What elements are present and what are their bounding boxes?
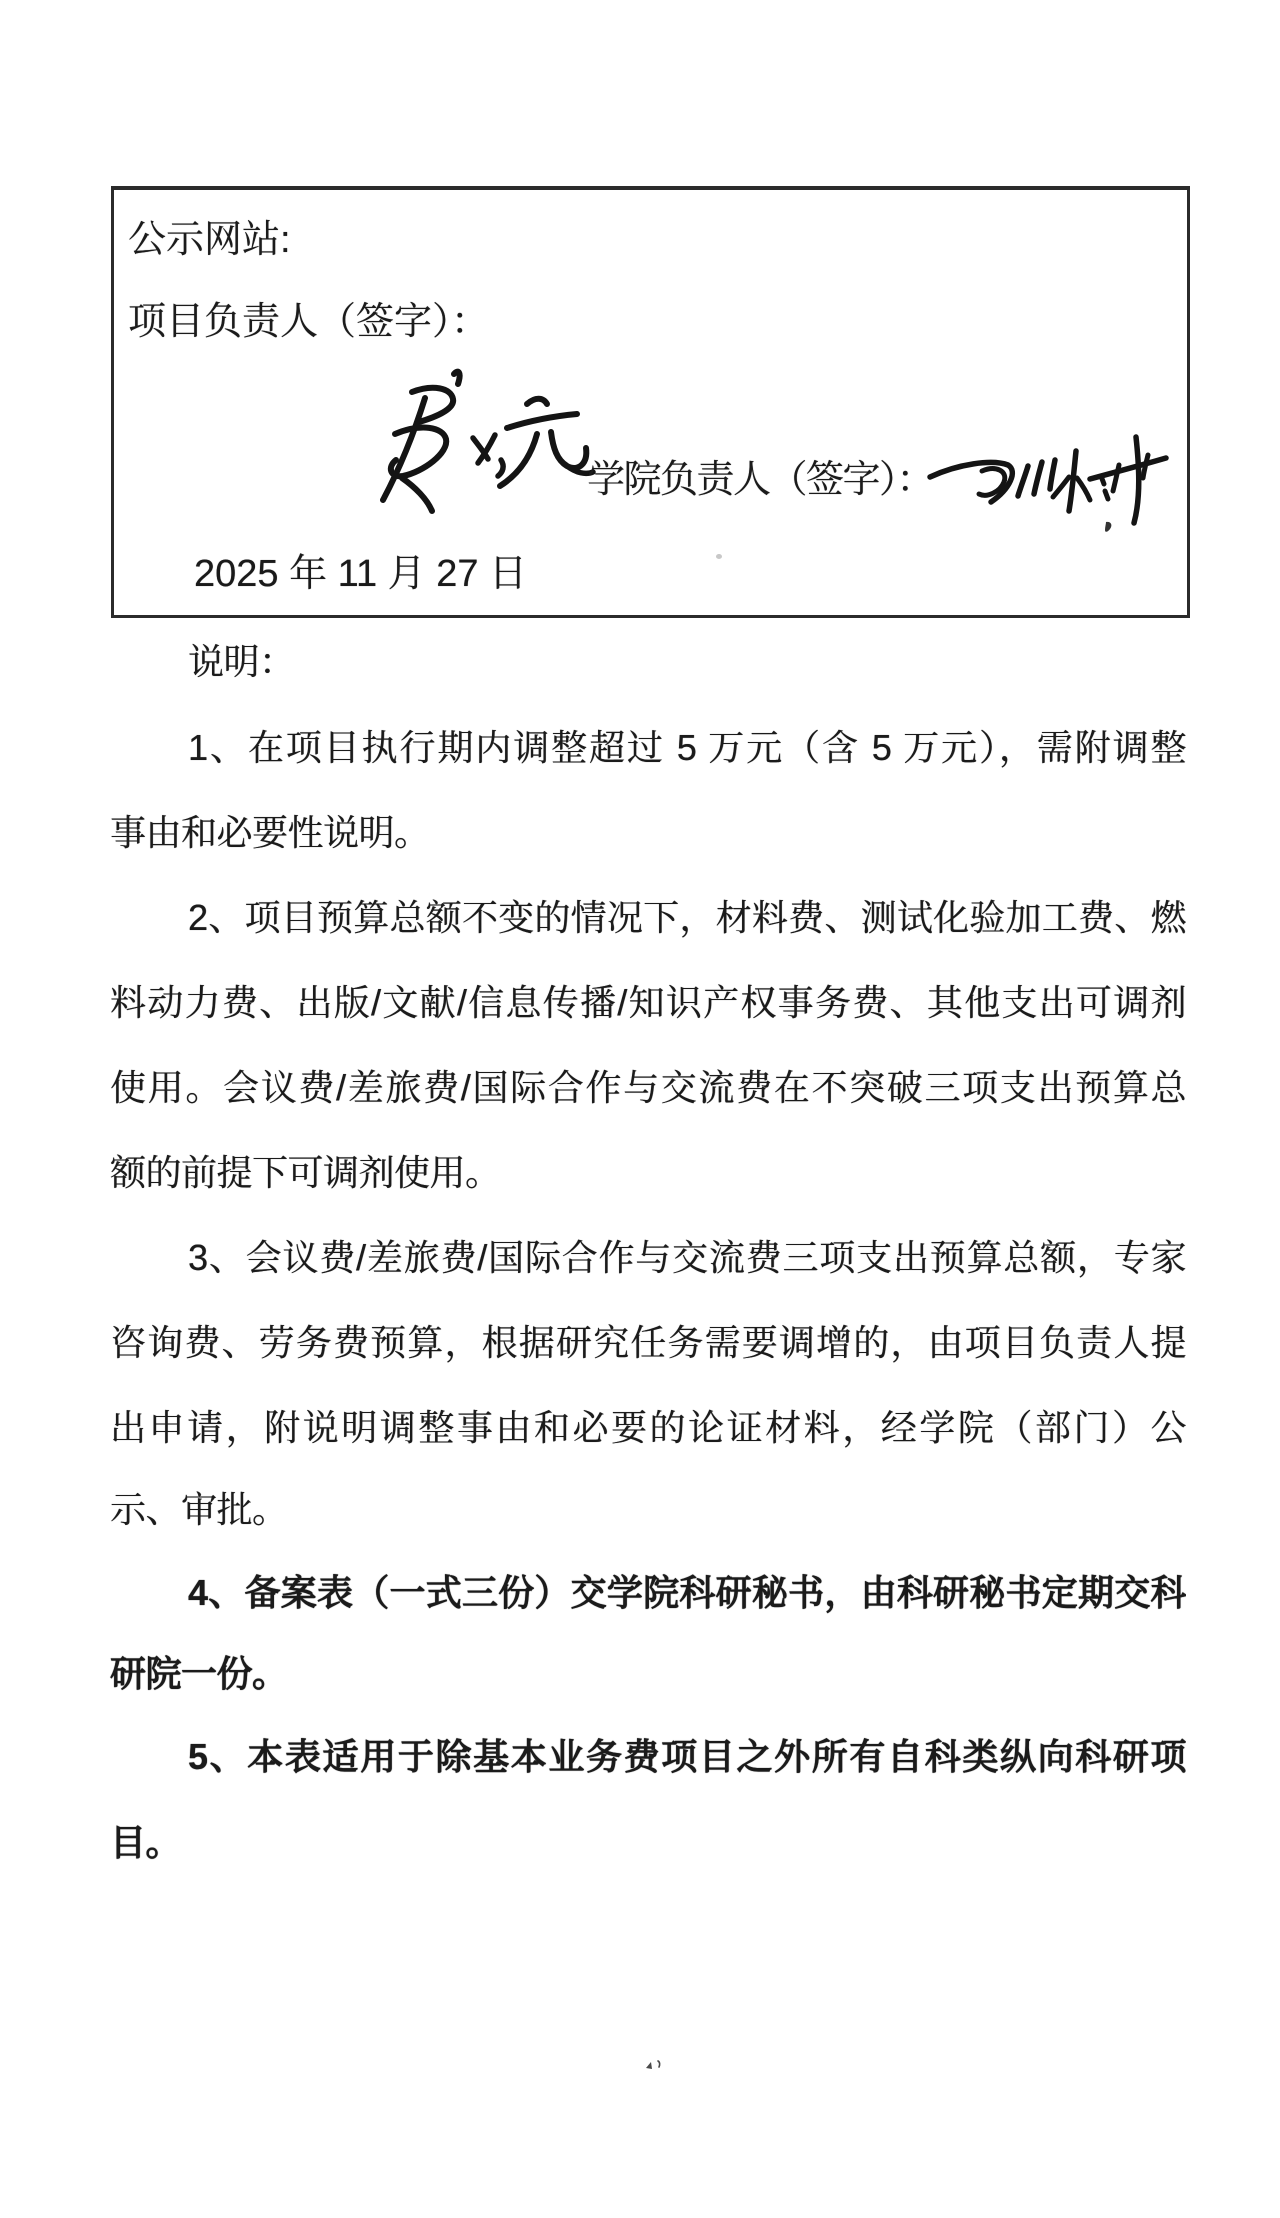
note-line: 料动力费、出版/文献/信息传播/知识产权事务费、其他支出可调剂 bbox=[110, 982, 1186, 1023]
note-line: 4、备案表（一式三份）交学院科研秘书，由科研秘书定期交科 bbox=[188, 1572, 1186, 1613]
note-line: 示、审批。 bbox=[110, 1489, 288, 1530]
public-website-label: 公示网站: bbox=[128, 219, 291, 261]
note-line: 额的前提下可调剂使用。 bbox=[110, 1152, 501, 1193]
project-leader-signature bbox=[357, 368, 597, 523]
college-leader-signature bbox=[920, 425, 1175, 535]
note-line: 使用。会议费/差旅费/国际合作与交流费在不突破三项支出预算总 bbox=[110, 1067, 1186, 1108]
note-line: 2、项目预算总额不变的情况下，材料费、测试化验加工费、燃 bbox=[188, 897, 1186, 938]
project-leader-sign-label: 项目负责人（签字）： bbox=[128, 301, 490, 343]
note-line: 咨询费、劳务费预算，根据研究任务需要调增的，由项目负责人提 bbox=[110, 1322, 1186, 1363]
note-line: 3、会议费/差旅费/国际合作与交流费三项支出预算总额，专家 bbox=[188, 1237, 1186, 1278]
notes-heading: 说明： bbox=[188, 641, 295, 682]
note-line: 研院一份。 bbox=[110, 1653, 288, 1694]
date-line: 2025 年 11 月 27 日 bbox=[194, 553, 528, 595]
ink-speck bbox=[1102, 520, 1116, 536]
college-leader-sign-label: 学院负责人（签字）： bbox=[587, 459, 934, 501]
faint-speck bbox=[716, 554, 722, 559]
note-line: 出申请，附说明调整事由和必要的论证材料，经学院（部门）公 bbox=[110, 1407, 1186, 1448]
note-line: 5、本表适用于除基本业务费项目之外所有自科类纵向科研项 bbox=[188, 1736, 1186, 1777]
note-line: 事由和必要性说明。 bbox=[110, 812, 430, 853]
note-line: 目。 bbox=[110, 1822, 182, 1863]
signature-box bbox=[111, 186, 1190, 618]
ink-speck-bottom bbox=[644, 2058, 666, 2072]
note-line: 1、在项目执行期内调整超过 5 万元（含 5 万元），需附调整 bbox=[188, 727, 1186, 768]
